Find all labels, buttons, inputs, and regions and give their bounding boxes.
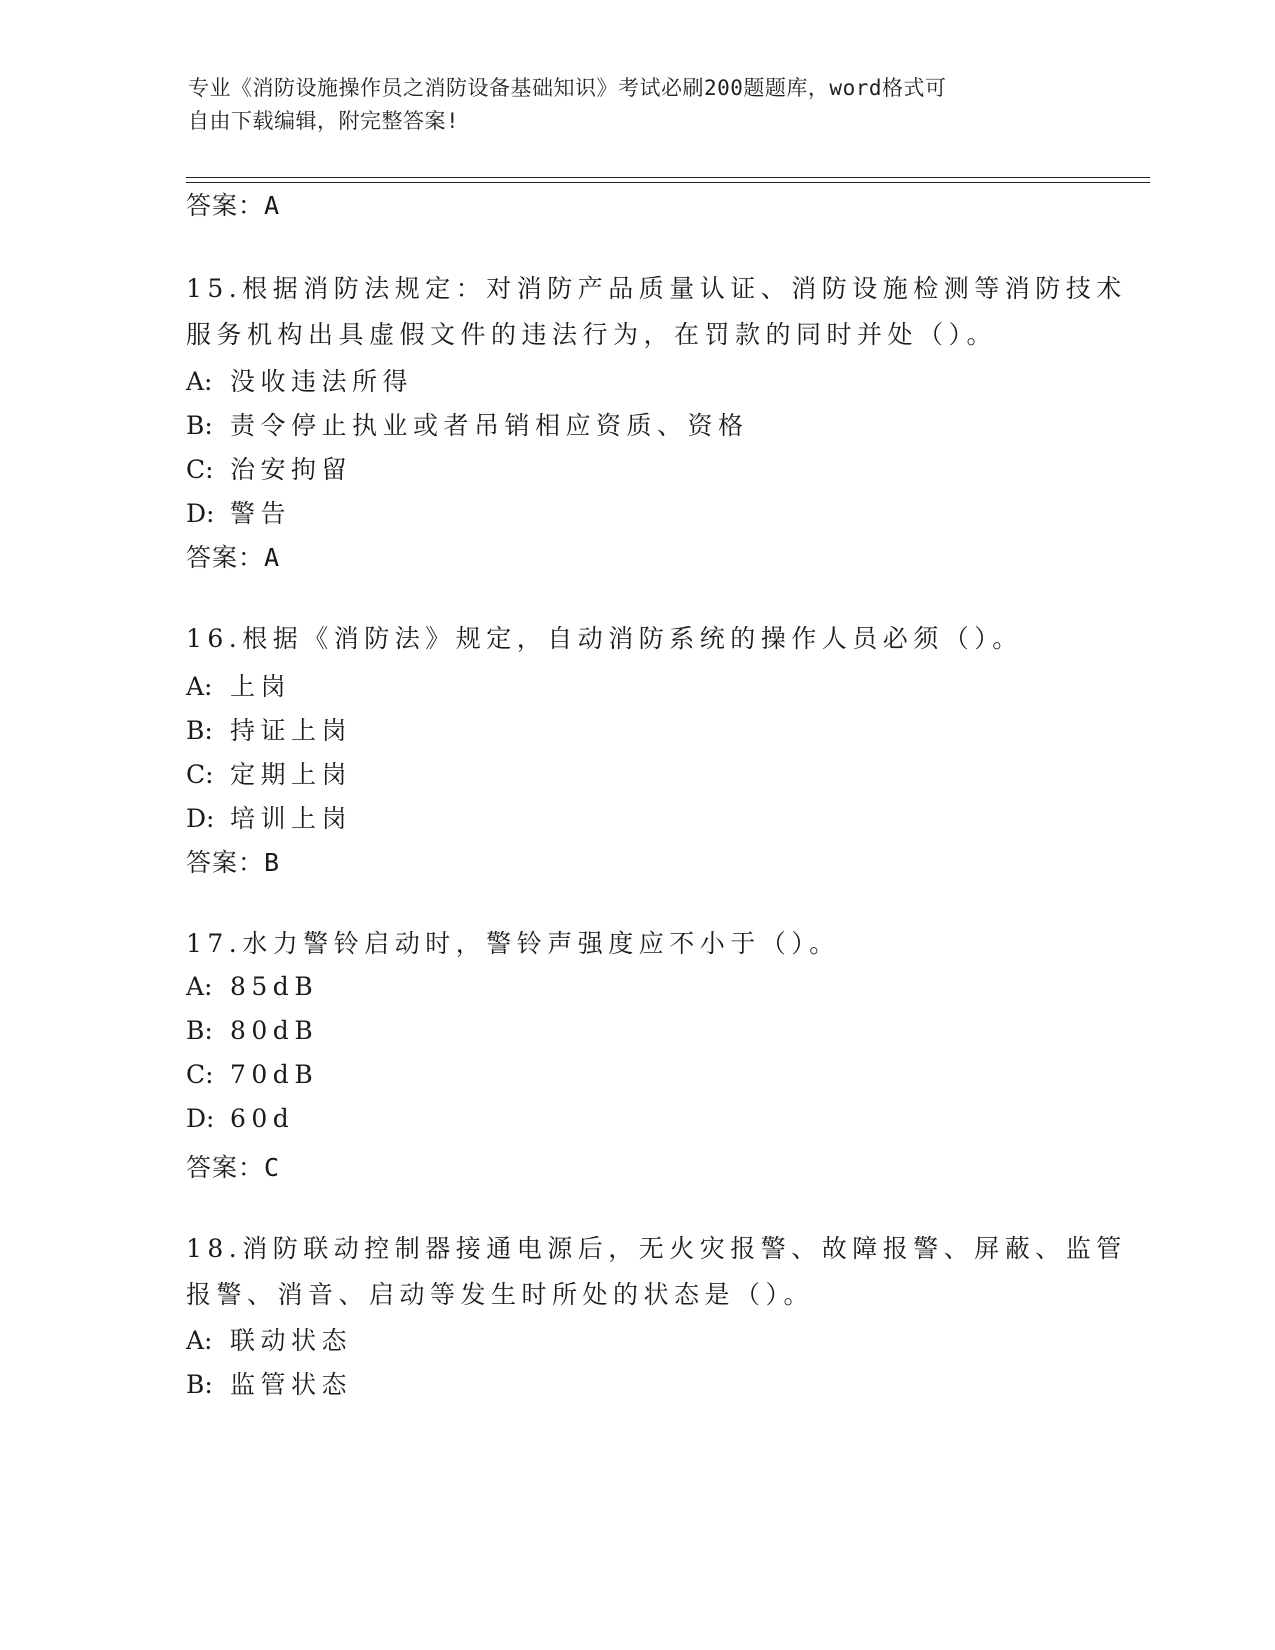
question-15-line-1: 15.根据消防法规定：对消防产品质量认证、消防设施检测等消防技术 [186,274,1127,303]
question-17-option-b [186,1016,318,1045]
question-17-option-a [186,972,318,1001]
question-15-option-c [186,450,352,486]
question-16-option-c [186,755,352,791]
option-letter: A: [186,1326,213,1355]
page-header [188,72,1068,138]
question-17 [186,921,1086,967]
option-text: 没收违法所得 [230,367,414,396]
option-letter: B: [186,1016,213,1045]
question-18-option-b [186,1365,352,1401]
option-letter: B: [186,411,213,440]
question-18-line-1: 18.消防联动控制器接通电源后，无火灾报警、故障报警、屏蔽、监管 [186,1234,1127,1263]
option-text: 80dB [230,1016,319,1045]
option-letter: D: [186,804,215,833]
option-letter: B: [186,716,213,745]
option-text: 定期上岗 [230,760,353,789]
question-18 [186,1226,1127,1318]
header-rule-bottom [186,182,1150,183]
option-letter: D: [186,499,215,528]
option-text: 85dB [230,972,319,1001]
question-15-option-d [186,494,291,530]
question-15 [186,266,1127,358]
question-15-answer: 答案：A [186,543,281,572]
option-text: 监管状态 [230,1370,353,1399]
option-letter: C: [186,455,214,484]
option-letter: A: [186,367,213,396]
option-text: 60d [230,1104,295,1133]
question-16-line-1: 16.根据《消防法》规定，自动消防系统的操作人员必须（）。 [186,624,1023,653]
answer-previous: 答案：A [186,191,281,220]
option-letter: A: [186,972,213,1001]
question-15-line-2: 服务机构出具虚假文件的违法行为，在罚款的同时并处（）。 [186,320,998,349]
option-letter: D: [186,1104,215,1133]
question-17-line-1: 17.水力警铃启动时，警铃声强度应不小于（）。 [186,929,840,958]
question-15-option-a [186,362,413,398]
header-rule-top [186,177,1150,178]
question-15-option-b [186,406,749,442]
option-text: 培训上岗 [230,804,353,833]
question-16-option-a [186,667,291,703]
option-text: 持证上岗 [230,716,353,745]
header-line-1: 专业《消防设施操作员之消防设备基础知识》考试必刷200题题库，word格式可 [188,76,947,100]
option-letter: B: [186,1370,213,1399]
option-text: 责令停止执业或者吊销相应资质、资格 [230,411,749,440]
question-16-answer: 答案：B [186,848,281,877]
option-text: 70dB [230,1060,319,1089]
question-16-option-b [186,711,352,747]
option-letter: C: [186,1060,214,1089]
question-18-option-a [186,1321,352,1357]
option-letter: A: [186,672,213,701]
question-17-option-d [186,1104,294,1133]
question-18-line-2: 报警、消音、启动等发生时所处的状态是（）。 [186,1280,815,1309]
option-text: 治安拘留 [230,455,353,484]
question-17-answer: 答案：C [186,1153,281,1182]
question-16 [186,616,1086,662]
option-text: 警告 [230,499,292,528]
option-letter: C: [186,760,214,789]
option-text: 联动状态 [230,1326,353,1355]
header-line-2: 自由下载编辑，附完整答案! [188,109,460,133]
option-text: 上岗 [230,672,292,701]
question-16-option-d [186,799,352,835]
question-17-option-c [186,1060,318,1089]
